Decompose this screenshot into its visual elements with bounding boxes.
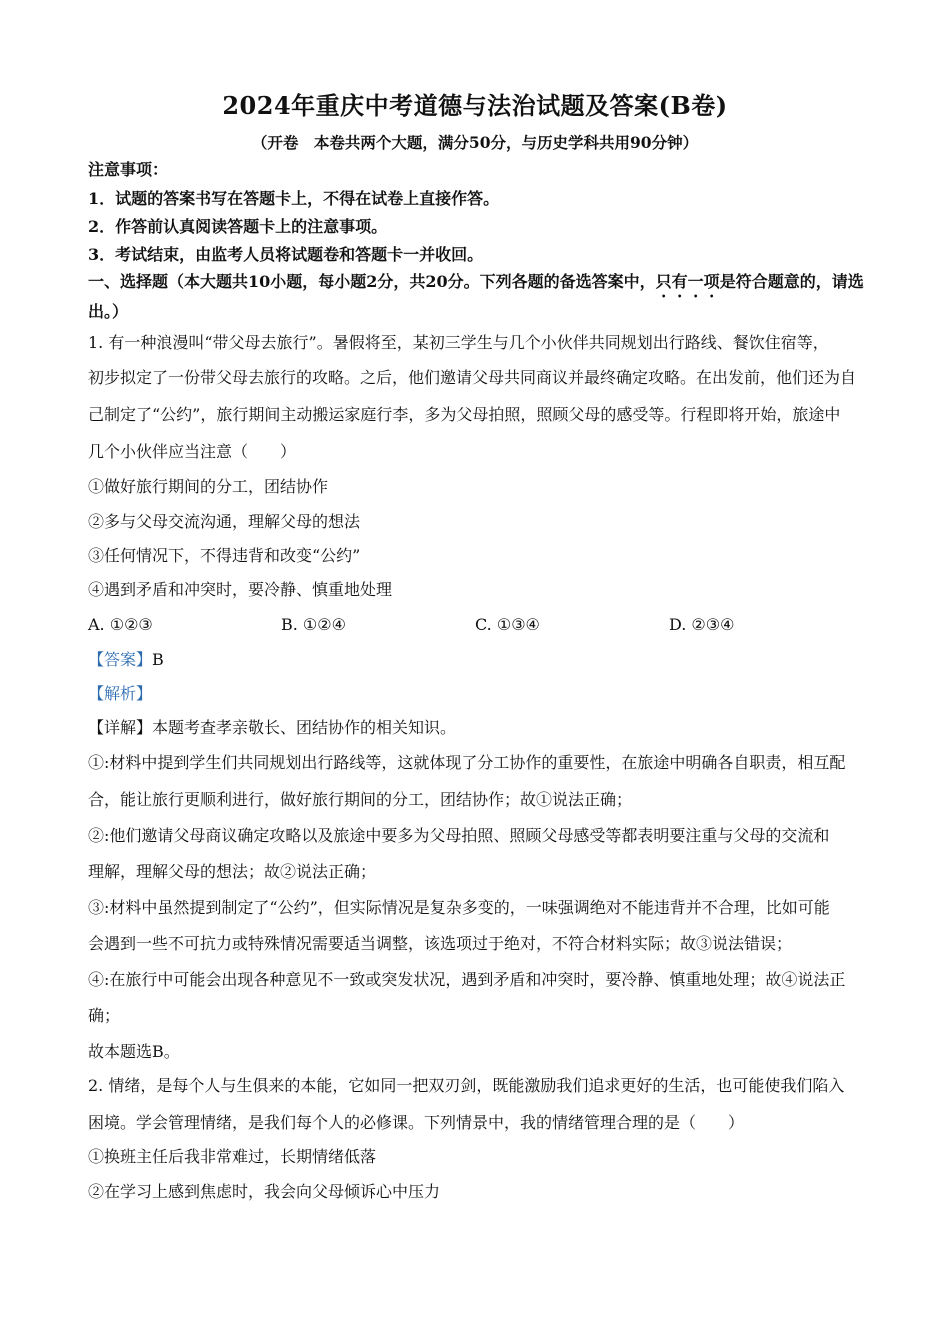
q1-detail-line: 理解，理解父母的想法；故②说法正确； [88,862,377,881]
q1-stem-line: 几个小伙伴应当注意（ ） [88,442,297,461]
section-heading-cont: 出。） [88,302,129,321]
q1-detail-line: ④:在旅行中可能会出现各种意见不一致或突发状况，遇到矛盾和冲突时，要冷静、慎重地处理；故④说法正 [88,970,846,989]
section-heading-part: 是符合题意的，请选 [719,272,864,291]
q1-detail-line: ②:他们邀请父母商议确定攻略以及旅途中要多为父母拍照、照顾父母感受等都表明要注重与父母的交流和 [88,826,830,845]
q1-item: ④遇到矛盾和冲突时，要冷静、慎重地处理 [88,580,393,599]
q1-item: ②多与父母交流沟通，理解父母的想法 [88,512,361,531]
q2-stem-line: 困境。学会管理情绪，是我们每个人的必修课。下列情景中，我的情绪管理合理的是（ ） [88,1113,745,1132]
page-subtitle: （开卷 本卷共两个大题，满分50分，与历史学科共用90分钟） [251,133,699,152]
answer-value: B [152,650,164,669]
q1-stem-line: 1. 有一种浪漫叫“带父母去旅行”。暑假将至，某初三学生与几个小伙伴共同规划出行路线、餐饮住宿等， [88,333,829,352]
q1-detail-line: 确； [88,1006,121,1025]
answer-label: 【答案】 [88,650,153,669]
notice-heading: 注意事项： [88,160,169,179]
q1-detail-line: ③:材料中虽然提到制定了“公约”，但实际情况是复杂多变的，一味强调绝对不能违背并不合理，比如可能 [88,898,830,917]
q2-item: ①换班主任后我非常难过，长期情绪低落 [88,1147,377,1166]
q1-analysis-label: 【解析】 [88,684,153,703]
q1-stem-line: 己制定了“公约”，旅行期间主动搬运家庭行李，多为父母拍照，照顾父母的感受等。行程即将开始，旅途中 [88,405,841,424]
notice-item: 1．试题的答案书写在答题卡上，不得在试卷上直接作答。 [88,189,500,208]
q1-item: ③任何情况下，不得违背和改变“公约” [88,546,361,565]
q2-stem-line: 2. 情绪，是每个人与生俱来的本能，它如同一把双刃剑，既能激励我们追求更好的生活，也可能使我们陷入 [88,1076,845,1095]
q1-option-c: C. ①③④ [475,615,540,634]
q2-item: ②在学习上感到焦虑时，我会向父母倾诉心中压力 [88,1182,441,1201]
q1-option-a: A. ①②③ [88,615,153,634]
notice-item: 2．作答前认真阅读答题卡上的注意事项。 [88,217,388,236]
q1-detail-line: 会遇到一些不可抗力或特殊情况需要适当调整，该选项过于绝对，不符合材料实际；故③说法错误； [88,934,793,953]
q1-option-b: B. ①②④ [281,615,346,634]
notice-item: 3．考试结束，由监考人员将试题卷和答题卡一并收回。 [88,245,484,264]
section-heading [88,272,868,301]
q1-answer [88,650,868,670]
page-title: 2024年重庆中考道德与法治试题及答案(B卷) [222,91,728,120]
q1-detail-line: 合，能让旅行更顺利进行，做好旅行期间的分工，团结协作；故①说法正确； [88,790,633,809]
section-heading-part: 一、选择题（本大题共10小题，每小题2分，共20分。下列各题的备选答案中， [88,272,656,291]
emphasis-text: 只有一项 [655,272,720,291]
q1-stem-line: 初步拟定了一份带父母去旅行的攻略。之后，他们邀请父母共同商议并最终确定攻略。在出发前，他们还为自 [88,368,857,387]
q1-detail-line: 【详解】本题考查孝亲敬长、团结协作的相关知识。 [88,718,457,737]
q1-detail-line: 故本题选B。 [88,1042,180,1061]
q1-detail-line: ①:材料中提到学生们共同规划出行路线等，这就体现了分工协作的重要性，在旅途中明确各自职责，相互配 [88,753,846,772]
q1-option-d: D. ②③④ [669,615,735,634]
q1-item: ①做好旅行期间的分工，团结协作 [88,477,329,496]
